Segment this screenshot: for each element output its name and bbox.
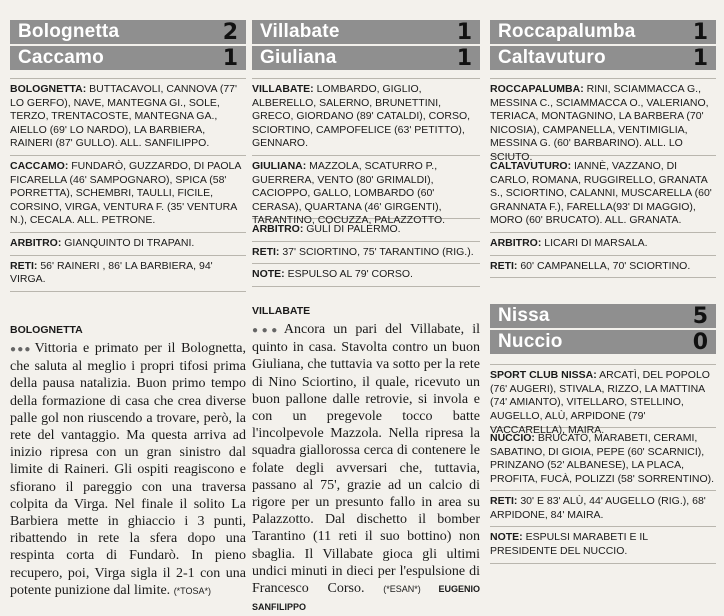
referee: ARBITRO: GIANQUINTO DI TRAPANI. [10,233,246,256]
article-heading: VILLABATE [252,304,311,317]
lineup-away: GIULIANA: MAZZOLA, SCATURRO P., GUERRERA, VENTO (80' GRIMALDI), CACIOPPO, GALLO, LOMBARDO (60' CERASA), QUARTANA (46' GIRGENTI), TARANTINO, COCUZZA, PALAZZOTTO. [252,156,480,219]
referee: ARBITRO: GULÌ DI PALERMO. [252,219,480,242]
team-name: Villabate [260,21,340,42]
bullet-dots: ●●● [252,324,281,336]
scoreboard-roccapalumba-caltavuturo [490,20,716,70]
scoreboard-villabate-giuliana [252,20,480,70]
score-row-home [10,20,246,44]
team-name: Giuliana [260,47,337,68]
lineup-away: NUCCIO: BRUCATO, MARABETI, CERAMI, SABATINO, DI GIOIA, PEPE (60' SCARNICI), PRINZANO (52' ALBANESE), LA PLACA, PROFITA, FUCÀ, POLIZZI (58' SORRENTINO). [490,428,716,491]
goals-scored: RETI: 60' CAMPANELLA, 70' SCIORTINO. [490,256,716,279]
score-row-away [490,46,716,70]
score-row-home [490,20,716,44]
team-goals: 0 [692,329,708,355]
team-goals: 1 [456,45,472,71]
score-row-home [252,20,480,44]
lineup-away: CACCAMO: FUNDARÒ, GUZZARDO, DI PAOLA FICARELLA (46' SAMPOGNARO), SPICA (58' PORRETTA), SCHEMBRI, TAULLI, FICILE, CORSINO, VIRGA, VENTURA F. (35' VENTURA N.), CECALA. ALL. PETRONE. [10,156,246,233]
column-roccapalumba-nissa [490,0,716,564]
article-signature: (*ESAN*) EUGENIO SANFILIPPO [252,584,480,613]
team-goals: 5 [692,303,708,329]
lineup-home: VILLABATE: LOMBARDO, GIGLIO, ALBERELLO, SALERNO, BRUNETTINI, GRECO, GIORDANO (89' CATALDI), CORSO, SCIORTINO, CAMPOFELICE (63' PETITTO), GENNARO. [252,78,480,156]
score-row-away [10,46,246,70]
lineup-away: CALTAVUTURO: IANNÈ, VAZZANO, DI CARLO, ROMANA, RUGGIRELLO, GRANATA S., SCIORTINO, CALANNI, MUSCARELLA (60' GRANNATA F.), FARELLA(93' DI MAGGIO), MORO (60' BRUCATO). ALL. GRANATA. [490,156,716,233]
column-villabate [252,0,480,616]
team-name: Roccapalumba [498,21,636,42]
scoreboard-nissa-nuccio [490,304,716,354]
article-body: Vittoria e primato per il Bolognetta, che saluta al meglio i propri tifosi prima della pausa natalizia. Buon primo tempo della formazione di casa che crea diverse palle gol non riuscendo a trovare, però, la rete del vantaggio. Ma questa arriva ad inizio ripresa con un gran sinistro dal limite di Raineri. Gli ospiti reagiscono e sfiorano il pareggio con una traversa colpita da Virga. Nel finale il solito La Barbiera mette in ghiaccio i 3 punti, ribattendo in rete la sfera dopo una respinta corta di Fundarò. In pieno recupero, poi, Virga sigla il 2-1 con una potente punizione dal limite. [10,340,246,598]
lineup-home: SPORT CLUB NISSA: ARCATÌ, DEL POPOLO (76' AUGERI), STIVALA, RIZZO, LA MATTINA (74' AMIANTO), VITELLARO, STELLINO, AUGELLO, ALÙ, ARPIDONE (79' VACCARELLA), MAIRA. [490,364,716,428]
team-name: Caltavuturo [498,47,606,68]
match-notes: NOTE: ESPULSO AL 79' CORSO. [252,264,480,287]
score-row-away [252,46,480,70]
score-row-home [490,304,716,328]
bullet-dots: ●●● [10,343,32,355]
article-body: Ancora un pari del Villabate, il quinto in casa. Stavolta contro un buon Giuliana, che tuttavia va sotto per la rete di Nino Sciortino, il quale, ricevuto un buon pallone dalle retrovie, si invola e con un pregevole tocco batte l'incolpevole Mazzola. Nella ripresa la squadra giallorossa cerca di contenere le folate degli avversari che, tuttavia, passano al 75', grazie ad un calcio di rigore per un presunto fallo in area su Palazzotto. Dal dischetto il bomber Tarantino (11 reti il suo bottino) non sbaglia. Il Villabate gioca gli ultimi undici minuti in dieci per l'espulsione di Francesco Corso. [252,321,480,597]
article-villabate [252,303,480,616]
goals-scored: RETI: 56' RAINERI , 86' LA BARBIERA, 94' VIRGA. [10,256,246,292]
team-goals: 1 [692,19,708,45]
article-author: EUGENIO SANFILIPPO [252,584,480,613]
article-heading: BOLOGNETTA [10,323,83,336]
goals-scored: RETI: 30' E 83' ALÙ, 44' AUGELLO (RIG.), 68' ARPIDONE, 84' MAIRA. [490,491,716,527]
match-notes: NOTE: ESPULSI MARABETI E IL PRESIDENTE DEL NUCCIO. [490,527,716,563]
column-bolognetta [10,0,246,600]
team-name: Nissa [498,305,550,327]
article-signature: (*TOSA*) [173,585,212,596]
match-report-box [252,78,480,287]
score-row-away [490,330,716,354]
team-goals: 1 [692,45,708,71]
team-goals: 2 [222,19,238,45]
match-report-box [490,364,716,563]
lineup-home: BOLOGNETTA: BUTTACAVOLI, CANNOVA (77' LO GERFO), NAVE, MANTEGNA GI., SOLE, TERZO, TRENTACOSTE, MANTEGNA GA., AIELLO (69' LO NARDO), LA BARBIERA, RAINERI (87' GULLO). ALL. SANFILIPPO. [10,78,246,156]
team-name: Bolognetta [18,21,120,42]
lineup-home: ROCCAPALUMBA: RINI, SCIAMMACCA G., MESSINA C., SCIAMMACCA O., VALERIANO, TERIACA, MONTAGNINO, LA BARBERA (70' NICOSIA), CAMPANELLA, VENTIMIGLIA, MESSINA G. (60' BARBARINO). ALL. LO SCIUTO. [490,78,716,156]
goals-scored: RETI: 37' SCIORTINO, 75' TARANTINO (RIG.). [252,242,480,265]
team-goals: 1 [456,19,472,45]
referee: ARBITRO: LICARI DI MARSALA. [490,233,716,256]
team-name: Nuccio [498,331,563,353]
team-goals: 1 [222,45,238,71]
team-name: Caccamo [18,47,104,68]
scoreboard-bolognetta-caccamo [10,20,246,70]
article-bolognetta [10,322,246,600]
match-report-box [490,78,716,278]
match-report-box [10,78,246,292]
